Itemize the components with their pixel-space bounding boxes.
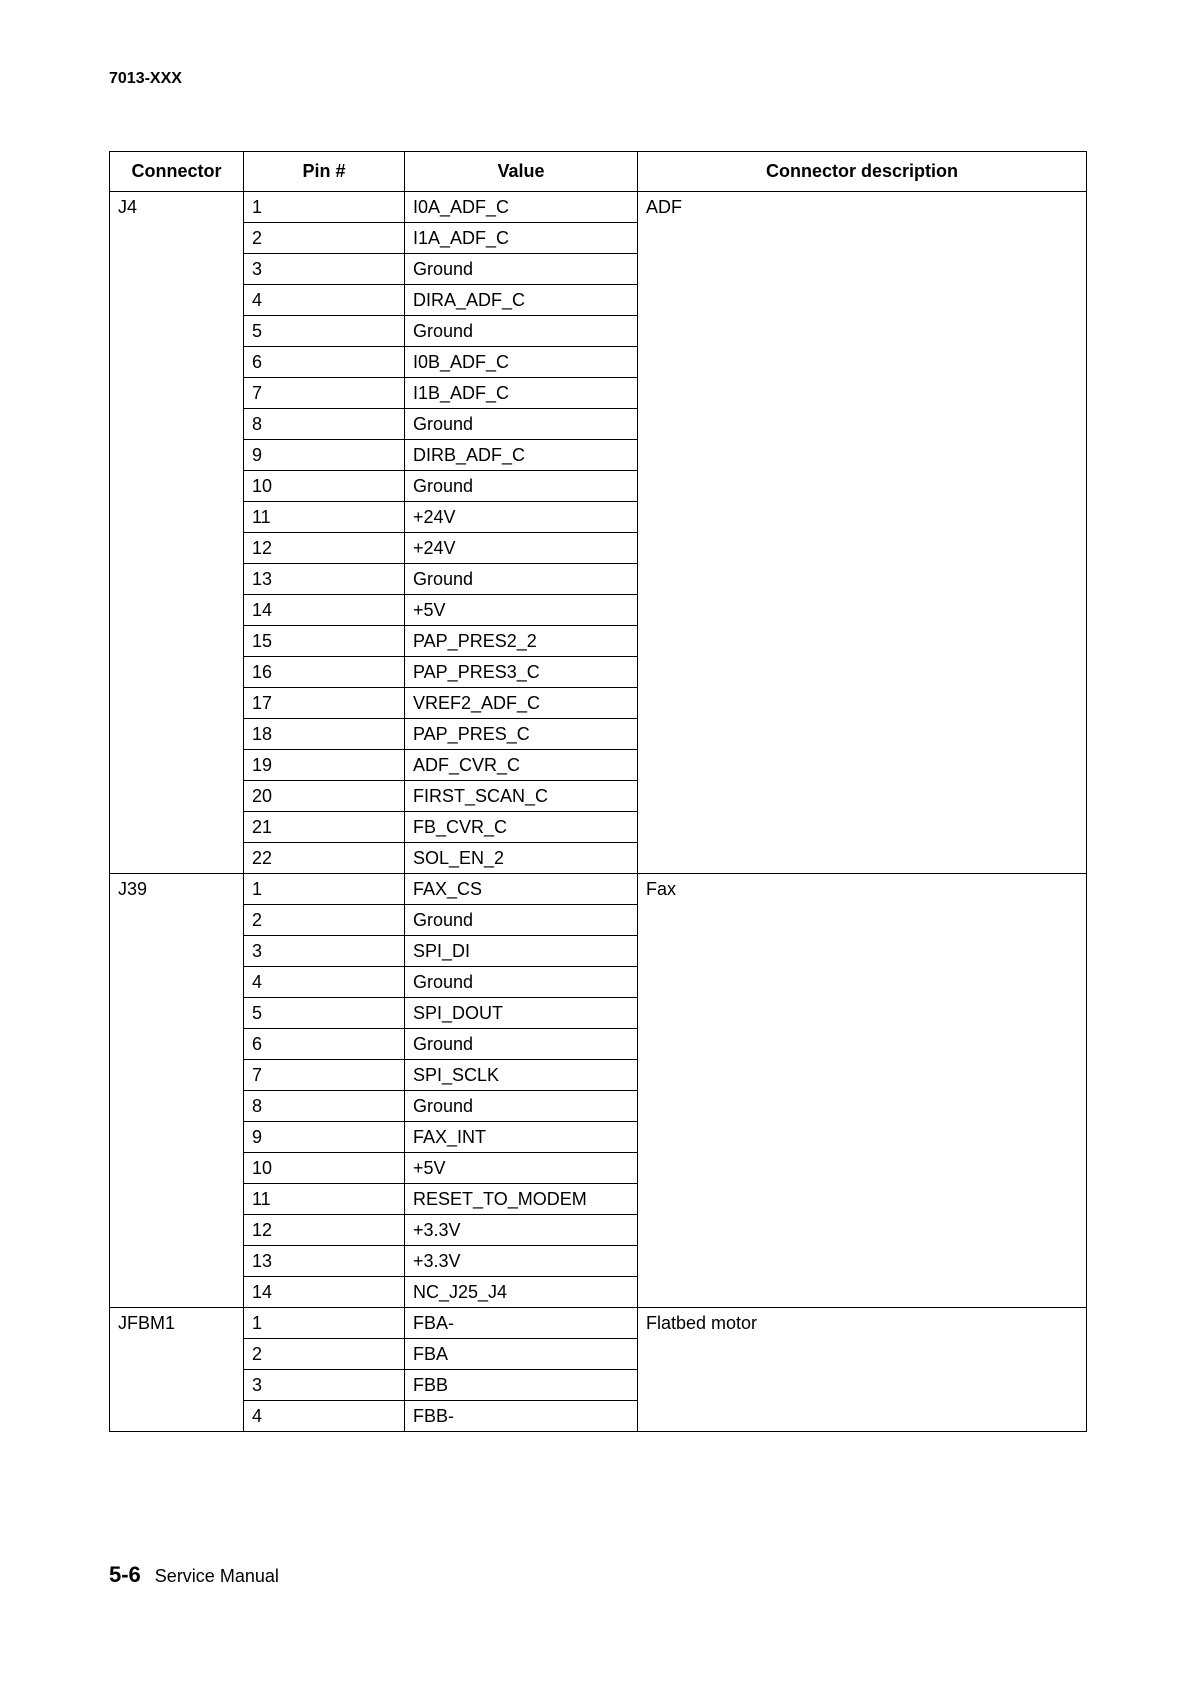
- pin-cell: 8: [244, 409, 405, 440]
- pin-cell: 6: [244, 347, 405, 378]
- value-cell: Ground: [405, 1091, 638, 1122]
- value-cell: Ground: [405, 564, 638, 595]
- pin-cell: 5: [244, 998, 405, 1029]
- value-cell: FAX_INT: [405, 1122, 638, 1153]
- value-cell: Ground: [405, 316, 638, 347]
- pin-cell: 14: [244, 595, 405, 626]
- value-cell: +24V: [405, 502, 638, 533]
- description-cell: Fax: [638, 874, 1087, 1308]
- value-cell: SOL_EN_2: [405, 843, 638, 874]
- pin-cell: 5: [244, 316, 405, 347]
- value-cell: I0B_ADF_C: [405, 347, 638, 378]
- value-cell: NC_J25_J4: [405, 1277, 638, 1308]
- pin-cell: 11: [244, 502, 405, 533]
- pin-cell: 4: [244, 285, 405, 316]
- pin-cell: 3: [244, 254, 405, 285]
- manual-title: Service Manual: [154, 1566, 279, 1586]
- value-cell: SPI_DOUT: [405, 998, 638, 1029]
- document-id: 7013-XXX: [109, 70, 182, 87]
- value-cell: +3.3V: [405, 1215, 638, 1246]
- pin-cell: 13: [244, 1246, 405, 1277]
- column-header-description: Connector description: [638, 152, 1087, 192]
- pin-cell: 22: [244, 843, 405, 874]
- value-cell: FBB: [405, 1370, 638, 1401]
- value-cell: PAP_PRES3_C: [405, 657, 638, 688]
- pin-cell: 2: [244, 223, 405, 254]
- column-header-connector: Connector: [110, 152, 244, 192]
- value-cell: DIRB_ADF_C: [405, 440, 638, 471]
- pin-cell: 1: [244, 192, 405, 223]
- value-cell: I0A_ADF_C: [405, 192, 638, 223]
- pin-cell: 6: [244, 1029, 405, 1060]
- value-cell: Ground: [405, 967, 638, 998]
- pin-cell: 14: [244, 1277, 405, 1308]
- value-cell: DIRA_ADF_C: [405, 285, 638, 316]
- value-cell: I1A_ADF_C: [405, 223, 638, 254]
- pin-cell: 9: [244, 440, 405, 471]
- column-header-value: Value: [405, 152, 638, 192]
- value-cell: +5V: [405, 595, 638, 626]
- table-body: [110, 192, 1087, 1432]
- pin-cell: 12: [244, 1215, 405, 1246]
- page-footer: [109, 1562, 279, 1588]
- pin-cell: 16: [244, 657, 405, 688]
- pin-cell: 4: [244, 1401, 405, 1432]
- value-cell: Ground: [405, 1029, 638, 1060]
- value-cell: RESET_TO_MODEM: [405, 1184, 638, 1215]
- value-cell: SPI_DI: [405, 936, 638, 967]
- table-row: [110, 192, 1087, 223]
- value-cell: FAX_CS: [405, 874, 638, 905]
- connector-table: [109, 151, 1087, 1432]
- value-cell: FB_CVR_C: [405, 812, 638, 843]
- pin-cell: 11: [244, 1184, 405, 1215]
- value-cell: +3.3V: [405, 1246, 638, 1277]
- value-cell: ADF_CVR_C: [405, 750, 638, 781]
- pin-cell: 1: [244, 1308, 405, 1339]
- table-header-row: [110, 152, 1087, 192]
- pin-cell: 7: [244, 378, 405, 409]
- value-cell: FBB-: [405, 1401, 638, 1432]
- value-cell: +5V: [405, 1153, 638, 1184]
- value-cell: PAP_PRES2_2: [405, 626, 638, 657]
- value-cell: I1B_ADF_C: [405, 378, 638, 409]
- pin-cell: 20: [244, 781, 405, 812]
- pin-cell: 2: [244, 1339, 405, 1370]
- table-row: [110, 1308, 1087, 1339]
- description-cell: Flatbed motor: [638, 1308, 1087, 1432]
- connector-cell: J4: [110, 192, 244, 874]
- value-cell: SPI_SCLK: [405, 1060, 638, 1091]
- pin-cell: 13: [244, 564, 405, 595]
- connector-cell: J39: [110, 874, 244, 1308]
- pin-cell: 9: [244, 1122, 405, 1153]
- value-cell: +24V: [405, 533, 638, 564]
- value-cell: Ground: [405, 409, 638, 440]
- pin-cell: 3: [244, 1370, 405, 1401]
- pin-cell: 21: [244, 812, 405, 843]
- value-cell: FBA: [405, 1339, 638, 1370]
- pin-cell: 8: [244, 1091, 405, 1122]
- page-number: 5-6: [109, 1562, 141, 1587]
- value-cell: PAP_PRES_C: [405, 719, 638, 750]
- column-header-pin: Pin #: [244, 152, 405, 192]
- value-cell: Ground: [405, 254, 638, 285]
- pin-cell: 2: [244, 905, 405, 936]
- pin-cell: 18: [244, 719, 405, 750]
- pin-cell: 10: [244, 471, 405, 502]
- pin-cell: 4: [244, 967, 405, 998]
- pin-cell: 15: [244, 626, 405, 657]
- value-cell: FBA-: [405, 1308, 638, 1339]
- pin-cell: 1: [244, 874, 405, 905]
- pin-cell: 12: [244, 533, 405, 564]
- value-cell: Ground: [405, 905, 638, 936]
- pin-cell: 3: [244, 936, 405, 967]
- description-cell: ADF: [638, 192, 1087, 874]
- connector-cell: JFBM1: [110, 1308, 244, 1432]
- value-cell: FIRST_SCAN_C: [405, 781, 638, 812]
- pin-cell: 19: [244, 750, 405, 781]
- value-cell: Ground: [405, 471, 638, 502]
- pin-cell: 17: [244, 688, 405, 719]
- pin-cell: 7: [244, 1060, 405, 1091]
- table-row: [110, 874, 1087, 905]
- pin-cell: 10: [244, 1153, 405, 1184]
- value-cell: VREF2_ADF_C: [405, 688, 638, 719]
